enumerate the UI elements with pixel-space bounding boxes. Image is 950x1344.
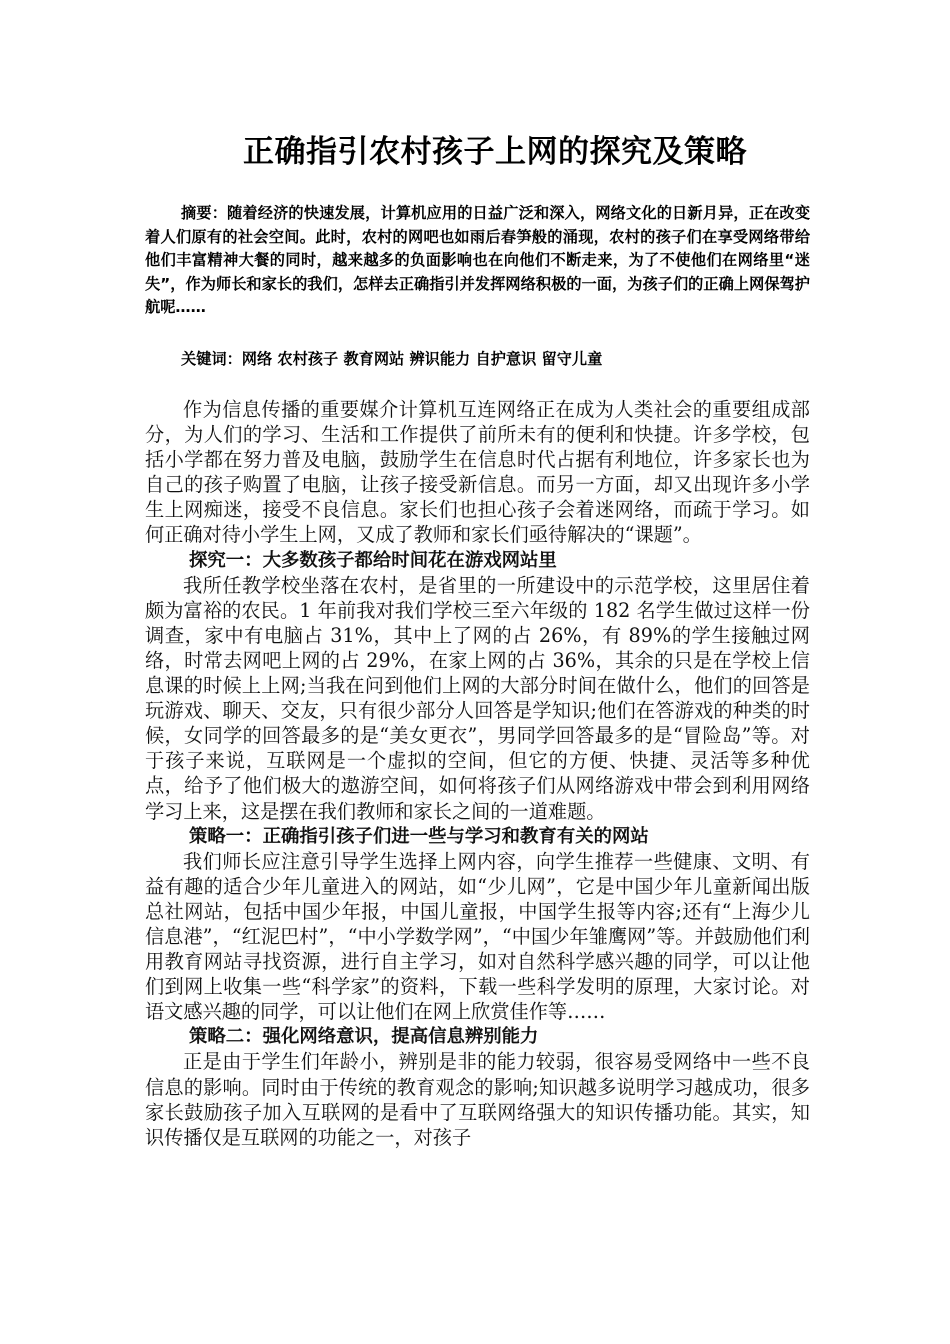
section1-heading: 探究一：大多数孩子都给时间花在游戏网站里	[189, 549, 557, 571]
section1-paragraph: 我所任教学校坐落在农村，是省里的一所建设中的示范学校，这里居住着颇为富裕的农民。1 年前我对我们学校三至六年级的 182 名学生做过这样一份调查，家中有电脑占 31%，其中上了网的占 26%，有 89%的学生接触过网络，时常去网吧上网的占 29%，在家上网的占 36%，其余的只是在学校上信息课的时候上上网;当我在问到他们上网的大部分时间在做什么，他们的回答是玩游戏、聊天、交友，只有很少部分人回答是学知识;他们在答游戏的种类的时候，女同学的回答最多的是“美女更衣”，男同学回答最多的是“冒险岛”等。对于孩子来说，互联网是一个虚拟的空间，但它的方便、快捷、灵活等多种优点，给予了他们极大的遨游空间，如何将孩子们从网络游戏中带会到利用网络学习上来，这是摆在我们教师和家长之间的一道难题。	[145, 573, 810, 823]
strategy1-heading: 策略一：正确指引孩子们进一些与学习和教育有关的网站	[189, 825, 649, 847]
intro-paragraph: 作为信息传播的重要媒介计算机互连网络正在成为人类社会的重要组成部分，为人们的学习、生活和工作提供了前所未有的便利和快捷。许多学校，包括小学都在努力普及电脑，鼓励学生在信息时代占据有利地位，许多家长也为自己的孩子购置了电脑，让孩子接受新信息。而另一方面，却又出现许多小学生上网痴迷，接受不良信息。家长们也担心孩子会着迷网络，而疏于学习。如何正确对待小学生上网，又成了教师和家长们亟待解决的“课题”。	[145, 398, 810, 547]
keywords-line: 关键词：网络 农村孩子 教育网站 辨识能力 自护意识 留守儿童	[181, 350, 603, 368]
body-text	[145, 397, 810, 1150]
abstract-paragraph: 摘要：随着经济的快速发展，计算机应用的日益广泛和深入，网络文化的日新月异，正在改变着人们原有的社会空间。此时，农村的网吧也如雨后春笋般的涌现，农村的孩子们在享受网络带给他们丰富精神大餐的同时，越来越多的负面影响也在向他们不断走来，为了不使他们在网络里“迷失”，作为师长和家长的我们，怎样去正确指引并发挥网络积极的一面，为孩子们的正确上网保驾护航呢……	[145, 204, 810, 317]
document-title: 正确指引农村孩子上网的探究及策略	[243, 134, 747, 170]
strategy1-paragraph: 我们师长应注意引导学生选择上网内容，向学生推荐一些健康、文明、有益有趣的适合少年儿童进入的网站，如“少儿网”，它是中国少年儿童新闻出版总社网站，包括中国少年报，中国儿童报，中国学生报等内容;还有“上海少儿信息港”，“红泥巴村”，“中小学数学网”，“中国少年雏鹰网”等。并鼓励他们利用教育网站寻找资源，进行自主学习，如对自然科学感兴趣的同学，可以让他们到网上收集一些“科学家”的资料，下载一些科学发明的原理，大家讨论。对语文感兴趣的同学，可以让他们在网上欣赏佳作等……	[145, 849, 810, 1024]
strategy2-paragraph: 正是由于学生们年龄小，辨别是非的能力较弱，很容易受网络中一些不良信息的影响。同时由于传统的教育观念的影响;知识越多说明学习越成功，很多家长鼓励孩子加入互联网的是看中了互联网络强大的知识传播功能。其实，知识传播仅是互联网的功能之一，对孩子	[145, 1050, 810, 1149]
strategy2-heading: 策略二：强化网络意识，提高信息辨别能力	[189, 1026, 539, 1048]
